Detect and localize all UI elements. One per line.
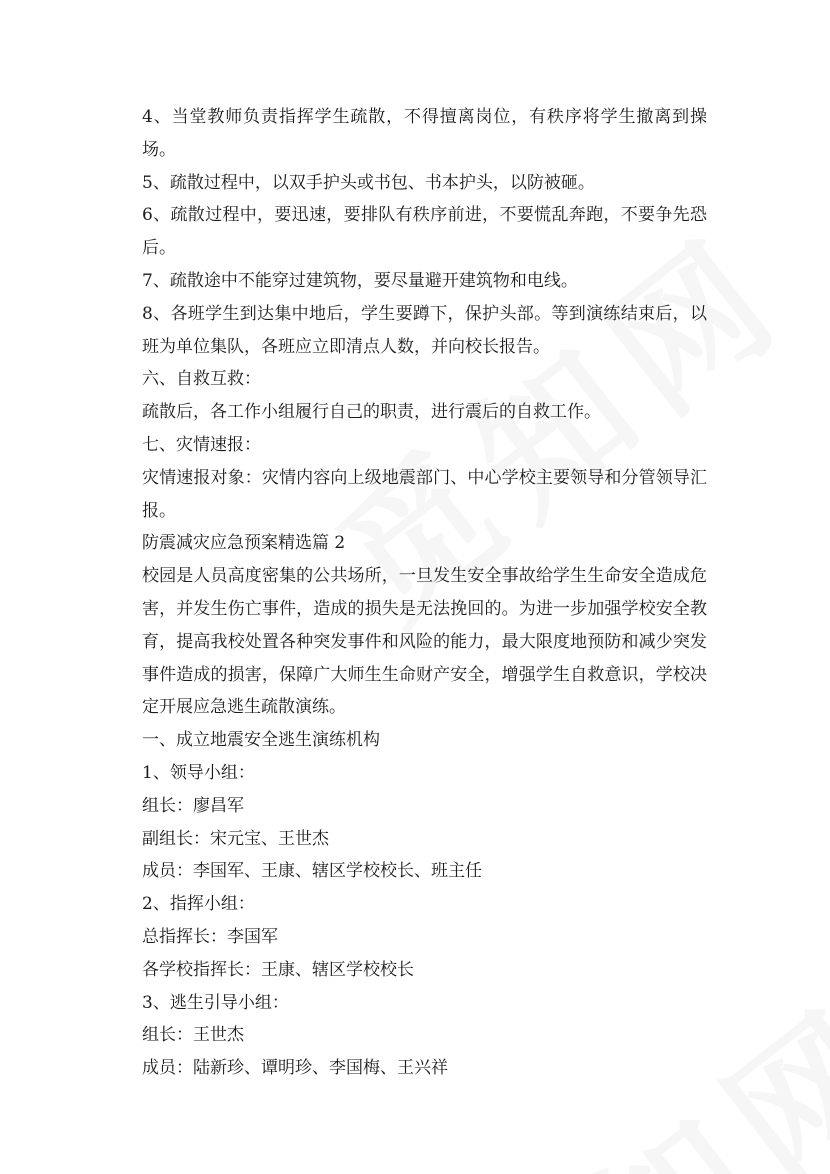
subsection-heading: 2、指挥小组： (142, 894, 255, 915)
subsection-heading: 1、领导小组： (142, 762, 255, 783)
paragraph: 5、疏散过程中，以双手护头或书包、书本护头，以防被砸。 (142, 172, 595, 193)
paragraph: 4、当堂教师负责指挥学生疏散，不得擅离岗位，有秩序将学生撤离到操场。 (142, 107, 707, 160)
list-item: 组长：王世杰 (142, 1025, 244, 1046)
paragraph: 灾情速报对象：灾情内容向上级地震部门、中心学校主要领导和分管领导汇报。 (142, 467, 707, 521)
paragraph: 6、疏散过程中，要迅速，要排队有秩序前进，不要慌乱奔跑，不要争先恐后。 (142, 205, 707, 259)
list-item: 总指挥长：李国军 (142, 926, 278, 947)
section-heading: 一、成立地震安全逃生演练机构 (142, 730, 380, 751)
list-item: 组长：廖昌军 (142, 795, 244, 816)
paragraph: 疏散后，各工作小组履行自己的职责，进行震后的自救工作。 (142, 402, 601, 423)
list-item: 各学校指挥长：王康、辖区学校校长 (142, 959, 414, 980)
document-body (142, 101, 707, 1085)
document-title: 防震减灾应急预案精选篇 2 (142, 533, 346, 554)
list-item: 成员：陆新珍、谭明珍、李国梅、王兴祥 (142, 1058, 448, 1079)
paragraph: 8、各班学生到达集中地后，学生要蹲下，保护头部。等到演练结束后，以班为单位集队，各班应立即清点人数，并向校长报告。 (142, 303, 707, 357)
subsection-heading: 3、逃生引导小组： (142, 992, 289, 1013)
paragraph: 7、疏散途中不能穿过建筑物，要尽量避开建筑物和电线。 (142, 270, 578, 291)
paragraph: 校园是人员高度密集的公共场所，一旦发生安全事故给学生生命安全造成危害，并发生伤亡事件，造成的损失是无法挽回的。为进一步加强学校安全教育，提高我校处置各种突发事件和风险的能力，最大限度地预防和减少突发事件造成的损害，保障广大师生生命财产安全，增强学生自救意识，学校决定开展应急逃生疏散演练。 (142, 566, 707, 718)
list-item: 副组长：宋元宝、王世杰 (142, 828, 329, 849)
list-item: 成员：李国军、王康、辖区学校校长、班主任 (142, 861, 482, 882)
section-heading: 六、自救互救： (142, 369, 261, 390)
section-heading: 七、灾情速报： (142, 434, 261, 455)
